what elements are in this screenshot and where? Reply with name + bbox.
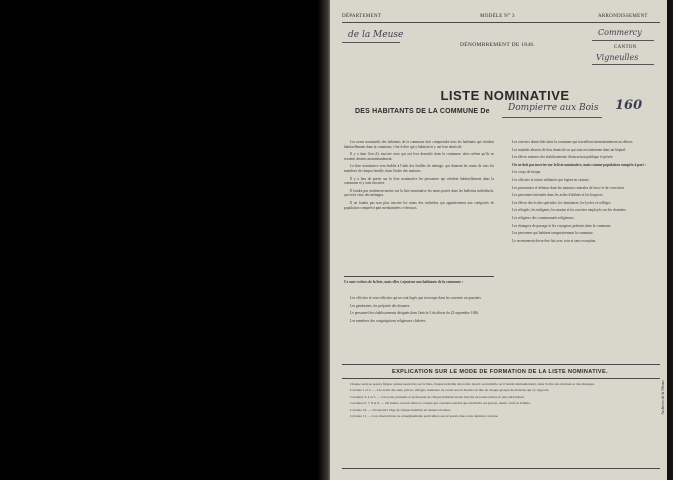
right-paragraph: Les personnes internées dans les asiles d'aliénés et les hospices.: [512, 193, 604, 198]
departement-underline: [342, 42, 400, 43]
bottom-rule: [342, 468, 660, 469]
left-paragraph: La liste nominative sera établie à l'aide des feuilles de ménage, qui donnent les noms de tous les membres de chaque famille, dans l'ordre des maisons.: [344, 164, 494, 173]
left-paragraph: Il ne faudra pas non plus inscrire les noms des individus qui appartiennent aux catégories de population comptée à part mentionnées ci-dessous.: [344, 200, 494, 210]
canton-underline: [592, 64, 654, 65]
model-label: MODÈLE N° 3: [480, 14, 515, 19]
right-instructions: [506, 140, 656, 355]
left-instructions: [344, 140, 494, 270]
left-paragraph: Les noms nominatifs des habitants de la commune doit comprendre tous les habitants qui résident habituellement dans la commune, c'est-à-dire qui y habitent et y ont leur domicile.: [344, 140, 494, 149]
arrondissement-underline: [592, 40, 654, 41]
page-edge: [667, 0, 673, 480]
bottom-paragraph: Chaque nom ne pourra figurer qu'une seule fois sur la liste, chaque individu devra être inscrit au domicile où il réside habituellement, dans l'ordre des maisons et des ménages.: [350, 382, 595, 386]
left-paragraph: Les officiers et sous-officiers qui ne sont logés que en troupe dans les casernes ou quartiers.: [350, 296, 482, 300]
left-section-head: Ce sont exclues de la liste, mais elles s'ajoutent aux habitants de la commune :: [344, 280, 464, 284]
census-label: DÉNOMBREMENT DE 1846.: [460, 42, 536, 48]
bottom-paragraph: Colonne 10. — On inscrira l'âge de chaque individu en années révolues.: [350, 407, 452, 412]
bottom-paragraph: Colonnes 3, 4 et 5. — Les nom, prénoms et profession de chaque individu seront inscrits en toutes lettres et sans abréviation.: [350, 394, 525, 399]
section-rule-bottom: [342, 378, 660, 379]
register-number: 160: [615, 98, 643, 113]
right-paragraph: Les officiers et autres militaires qui logent en caserne.: [512, 177, 590, 182]
arrondissement-label: ARRONDISSEMENT: [598, 14, 648, 19]
left-paragraph: Il y a lieu de porter sur la liste nominative les personnes qui résident habituellement dans la commune et y sont inscrites.: [344, 176, 494, 186]
right-paragraph: Les réfugiés, les indigents, les marins et les ouvriers employés sur les chantiers.: [512, 208, 627, 213]
document-page: [330, 0, 673, 480]
commune-underline: [502, 117, 602, 118]
left-paragraph: Les gendarmes, les préposés des douanes.: [350, 303, 411, 308]
right-paragraph: Les corps de troupe.: [512, 170, 542, 175]
left-instructions-2: [344, 296, 494, 356]
right-paragraph: Les ouvriers domiciliés dans la commune qui travaillent momentanément au dehors.: [512, 140, 634, 144]
right-paragraph: Les élèves des écoles spéciales, les séminaires, les lycées et collèges.: [512, 200, 612, 205]
right-paragraph: Les malades absents de leur domicile ou qui sont en traitement dans un hôpital.: [512, 147, 626, 152]
right-paragraph: Le recensement devra être fait avec soin et sans exception.: [512, 238, 597, 243]
header-rule: [342, 22, 660, 23]
canton-label: CANTON: [614, 45, 637, 50]
arrondissement-value: Commercy: [598, 28, 642, 37]
departement-label: DÉPARTEMENT: [342, 14, 382, 19]
formation-explanation: [342, 382, 654, 420]
bottom-paragraph: Colonne 1 et 2. — Les noms des rues, places, villages, hameaux ou écarts seront inscrits en tête de chaque groupe de maisons qui s'y rapporte.: [350, 388, 550, 393]
section-title: EXPLICATION SUR LE MODE DE FORMATION DE LA LISTE NOMINATIVE.: [392, 369, 608, 375]
left-paragraph: Les membres des congrégations religieuses cloîtrées.: [350, 318, 427, 323]
archive-stamp: Archives de la Meuse: [660, 380, 665, 415]
bottom-paragraph: Colonne 11. — Les observations ou renseignements particuliers seront portés dans cette dernière colonne.: [350, 414, 499, 419]
bottom-paragraph: Colonnes 6, 7, 8 et 9. — On mettra un trait dans la colonne qui convient suivant que l'individu est garçon, marié, veuf ou femme.: [350, 401, 531, 406]
left-paragraph: Il faudra pas seulement mettre sur la liste nominative les noms portés dans les bulletins individuels, qui reste ceux des ménages.: [344, 188, 494, 198]
right-paragraph: Les personnes qui habitent temporairement la commune.: [512, 231, 594, 236]
right-paragraph: Les religieux des communautés religieuses.: [512, 215, 575, 220]
left-section-rule: [344, 276, 494, 277]
document-subtitle: DES HABITANTS DE LA COMMUNE De: [355, 108, 490, 115]
canton-value: Vigneulles: [596, 53, 639, 62]
departement-value: de la Meuse: [348, 30, 404, 40]
right-paragraph: Les élèves internes des établissements d'instruction publique et privée.: [512, 155, 614, 160]
left-paragraph: Le personnel des établissements désignés dans l'article 3 du décret du 22 septembre 1846.: [350, 311, 479, 316]
right-paragraph: Les étrangers de passage et les voyageurs présents dans la commune.: [512, 223, 612, 228]
right-paragraph: Les prisonniers et détenus dans les maisons centrales de force et de correction.: [512, 185, 625, 190]
left-paragraph: Il y a donc lieu d'y inscrire ceux qui ont leur domicile dans la commune, alors même qu'ils en seraient absents momentanément.: [344, 152, 494, 161]
document-title: LISTE NOMINATIVE: [440, 88, 570, 103]
section-rule-top: [342, 364, 660, 365]
right-paragraph: On ne doit pas inscrire sur la liste nominative, mais comme population comptée à part :: [512, 162, 646, 167]
commune-value: Dompierre aux Bois: [508, 103, 599, 113]
